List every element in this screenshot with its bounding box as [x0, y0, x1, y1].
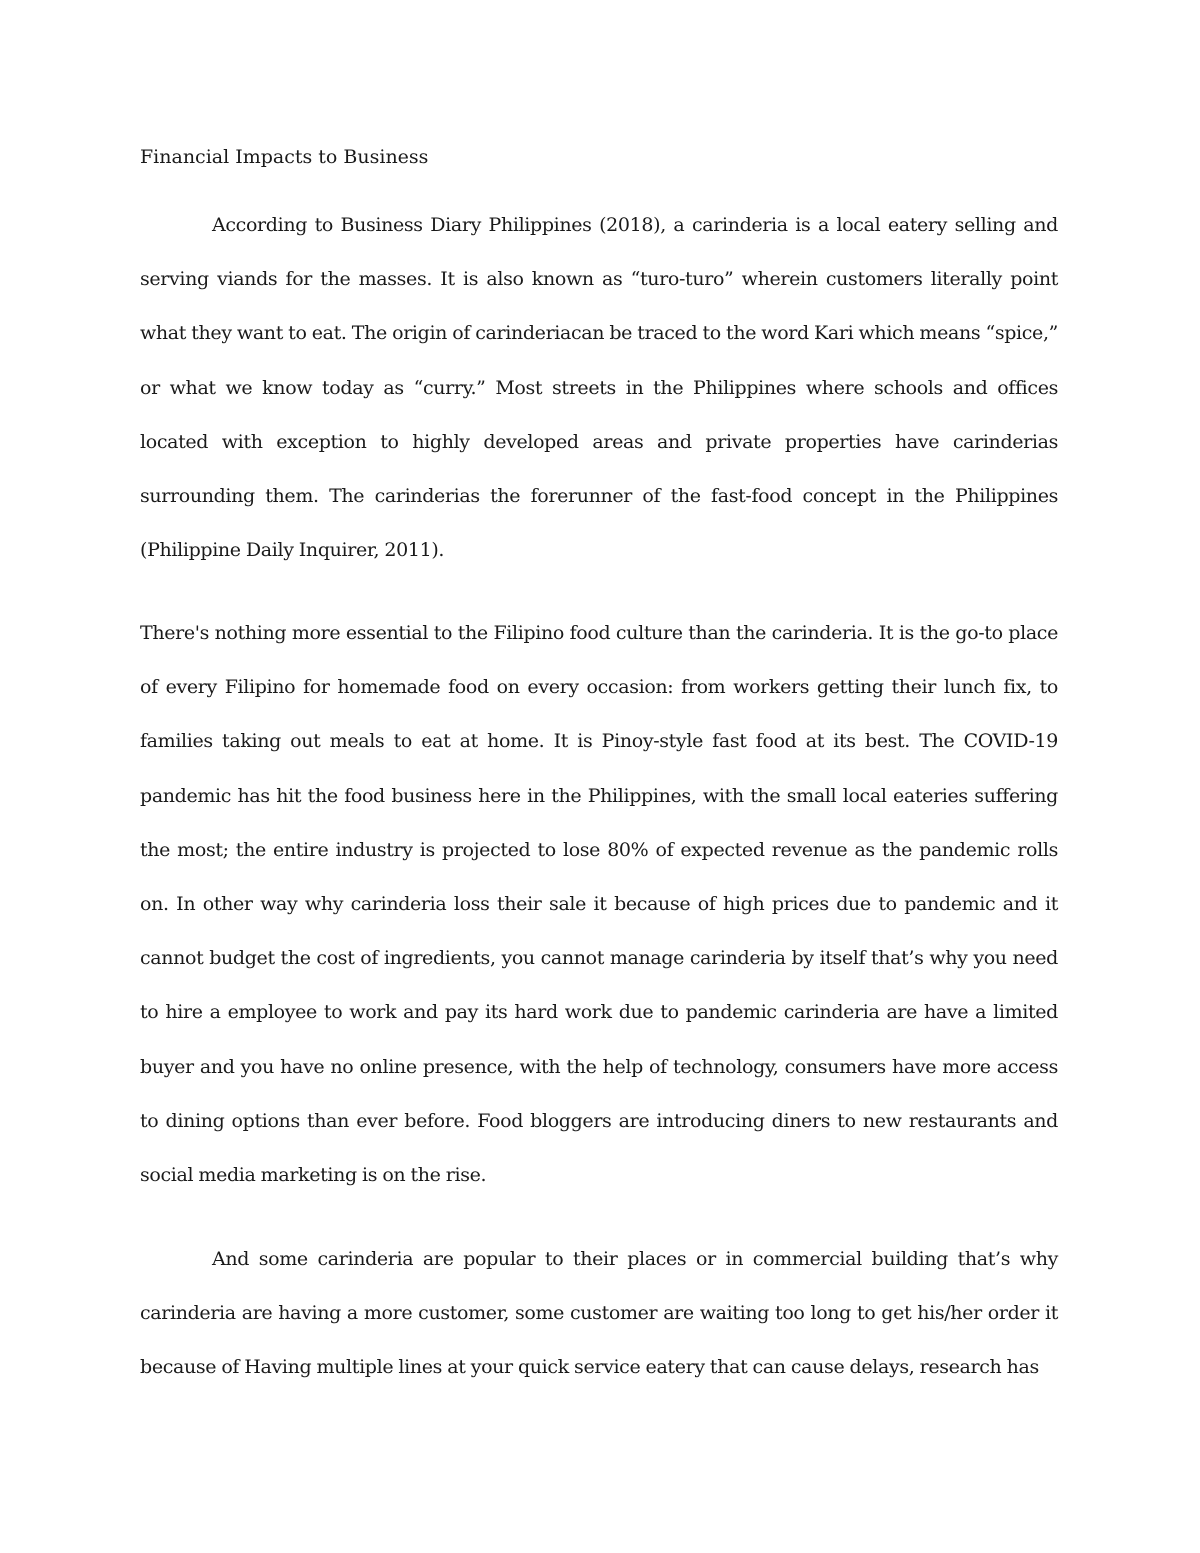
paragraph-food-culture-pandemic: There's nothing more essential to the Filipino food culture than the carinderia. It is the go-to place of every Filipino for homemade food on every occasion: from workers getting their lunch fix, to families taking out meals to eat at home. It is Pinoy-style fast food at its best. The COVID-19 pandemic has hit the food business here in the Philippines, with the small local eateries suffering the most; the entire industry is projected to lose 80% of expected revenue as the pandemic rolls on. In other way why carinderia loss their sale it because of high prices due to pandemic and it cannot budget the cost of ingredients, you cannot manage carinderia by itself that’s why you need to hire a employee to work and pay its hard work due to pandemic carinderia are have a limited buyer and you have no online presence, with the help of technology, consumers have more access to dining options than ever before. Food bloggers are introducing diners to new restaurants and social media marketing is on the rise.: [140, 622, 1058, 1187]
paragraph-carinderia-definition: According to Business Diary Philippines (2018), a carinderia is a local eatery selling and serving viands for the masses. It is also known as “turo-turo” wherein customers literally point what they want to eat. The origin of carinderiacan be traced to the word Kari which means “spice,” or what we know today as “curry.” Most streets in the Philippines where schools and offices located with exception to highly developed areas and private properties have carinderias surrounding them. The carinderias the forerunner of the fast-food concept in the Philippines (Philippine Daily Inquirer, 2011).: [140, 214, 1058, 562]
document-title: Financial Impacts to Business: [140, 146, 429, 168]
paragraph-popular-carinderia: And some carinderia are popular to their places or in commercial building that’s why carinderia are having a more customer, some customer are waiting too long to get his/her order it because of Having multiple lines at your quick service eatery that can cause delays, research has: [140, 1248, 1058, 1379]
